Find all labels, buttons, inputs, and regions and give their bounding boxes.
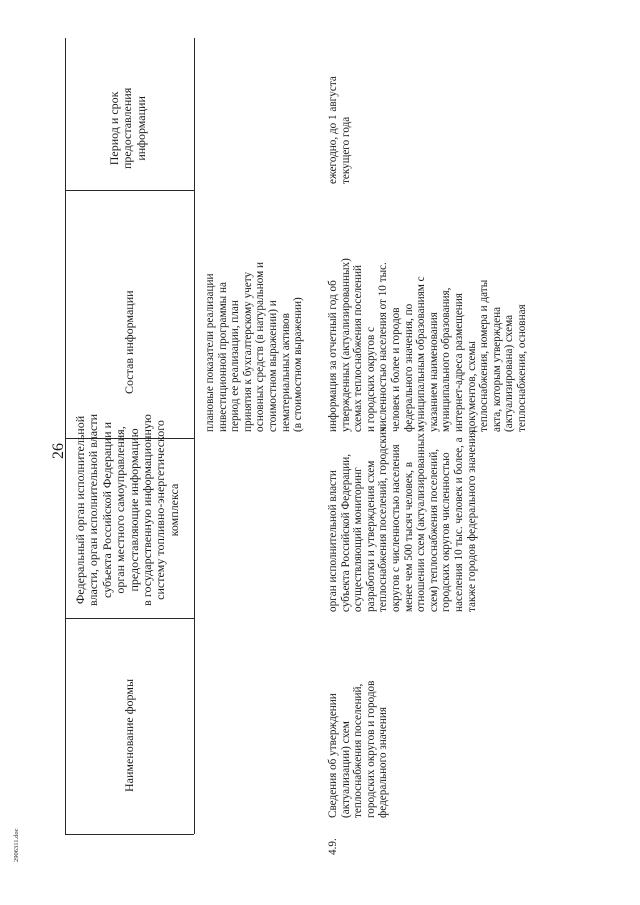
row-form-name: Сведения об утверждении (актуализации) схем теплоснабжения поселений, городских округов и городов федерального значения xyxy=(327,680,390,818)
table-header-divider xyxy=(194,38,195,834)
column-divider-composition-period xyxy=(65,190,194,191)
table-border-top xyxy=(65,38,66,834)
header-form-name: Наименование формы xyxy=(122,678,136,792)
row-period: ежегодно, до 1 августа текущего года xyxy=(327,76,352,184)
table-border-left xyxy=(65,834,194,835)
column-divider-form-submitters xyxy=(65,618,194,619)
footer-code: 2906311.doc xyxy=(13,828,20,862)
header-period: Период и срок предоставления информации xyxy=(107,87,148,169)
header-submitters: Федеральный орган исполнительной власти, орган исполнительной власти субъекта Российской Федерации и орган местного самоуправления, предоставляющие информацию в государственную информационную систему топливно-энергетического комплекса xyxy=(73,413,181,606)
header-composition: Состав информации xyxy=(122,290,136,394)
continuation-composition-text: плановые показатели реализации инвестиционной программы на период ее реализации, план принятия к бухгалтерскому учету основных средств (в натуральном и стоимостном выражении) и нематериальных активов (в стоимостном выражении) xyxy=(204,262,305,432)
page-number: 26 xyxy=(50,443,67,459)
row-submitters: орган исполнительной власти субъекта Российской Федерации, осуществляющий мониторинг разработки и утверждения схем теплоснабжения поселений, городских округов с численностью населения менее чем 500 тысяч человек, в отношении схем (актуализированных схем) теплоснабжения поселений, городских округов численностью населения 10 тыс. человек и более, а также городов федерального значения xyxy=(327,426,478,612)
row-number: 4.9. xyxy=(327,838,339,855)
row-composition: информация за отчетный год об утвержденных (актуализированных) схемах теплоснабжения поселений и городских округов с численностью населения от 10 тыс. человек и более и городов федерального значения, по муниципальным образованиям с указанием наименования муниципального образования, интернет-адреса размещения документов, схемы теплоснабжения, номера и даты акта, которым утверждена (актуализирована) схема теплоснабжения, основная xyxy=(327,258,528,432)
